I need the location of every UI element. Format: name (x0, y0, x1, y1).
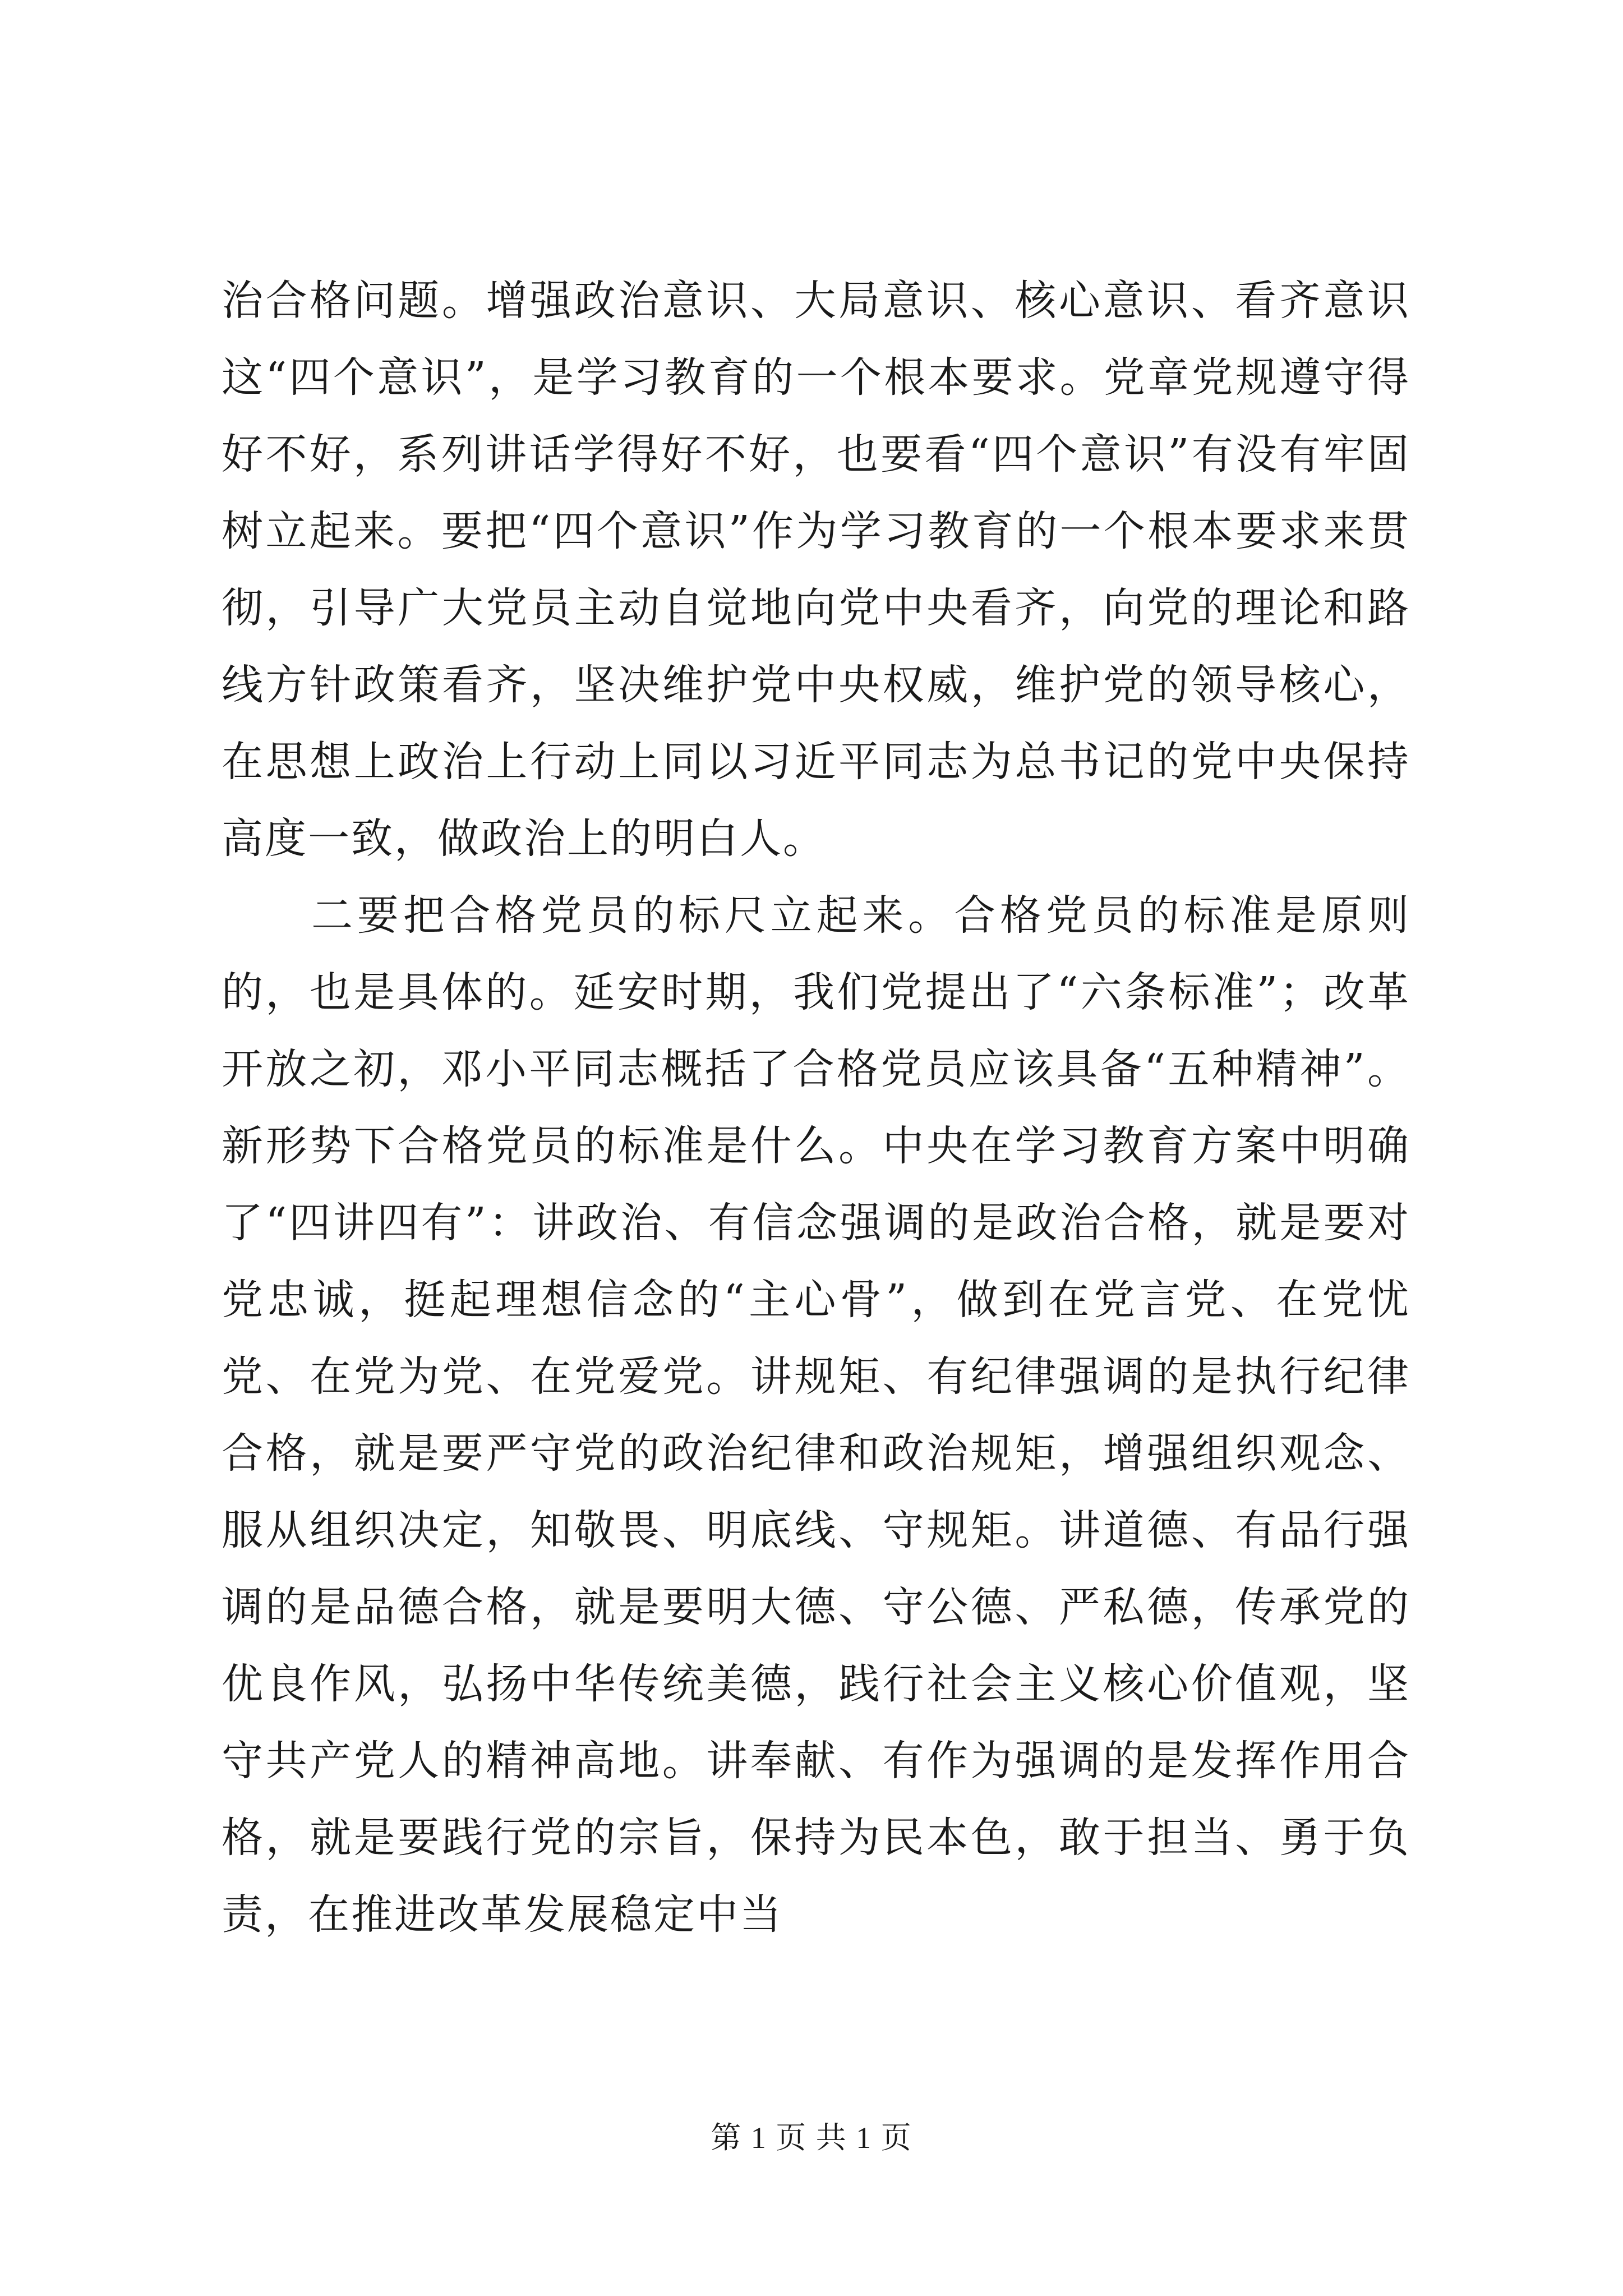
paragraph-2: 二要把合格党员的标尺立起来。合格党员的标准是原则的，也是具体的。延安时期，我们党提出了“六条标准”；改革开放之初，邓小平同志概括了合格党员应该具备“五种精神”。新形势下合格党员的标准是什么。中央在学习教育方案中明确了“四讲四有”：讲政治、有信念强调的是政治合格，就是要对党忠诚，挺起理想信念的“主心骨”，做到在党言党、在党忧党、在党为党、在党爱党。讲规矩、有纪律强调的是执行纪律合格，就是要严守党的政治纪律和政治规矩，增强组织观念、服从组织决定，知敬畏、明底线、守规矩。讲道德、有品行强调的是品德合格，就是要明大德、守公德、严私德，传承党的优良作风，弘扬中华传统美德，践行社会主义核心价值观，坚守共产党人的精神高地。讲奉献、有作为强调的是发挥作用合格，就是要践行党的宗旨，保持为民本色，敢于担当、勇于负责，在推进改革发展稳定中当 (222, 891, 1410, 1939)
page-footer: 第 1 页 共 1 页 (711, 2121, 912, 2155)
document-body (222, 263, 1410, 1953)
paragraph-1: 治合格问题。增强政治意识、大局意识、核心意识、看齐意识这“四个意识”，是学习教育的一个根本要求。党章党规遵守得好不好，系列讲话学得好不好，也要看“四个意识”有没有牢固树立起来。要把“四个意识”作为学习教育的一个根本要求来贯彻，引导广大党员主动自觉地向党中央看齐，向党的理论和路线方针政策看齐，坚决维护党中央权威，维护党的领导核心，在思想上政治上行动上同以习近平同志为总书记的党中央保持高度一致，做政治上的明白人。 (222, 277, 1410, 863)
